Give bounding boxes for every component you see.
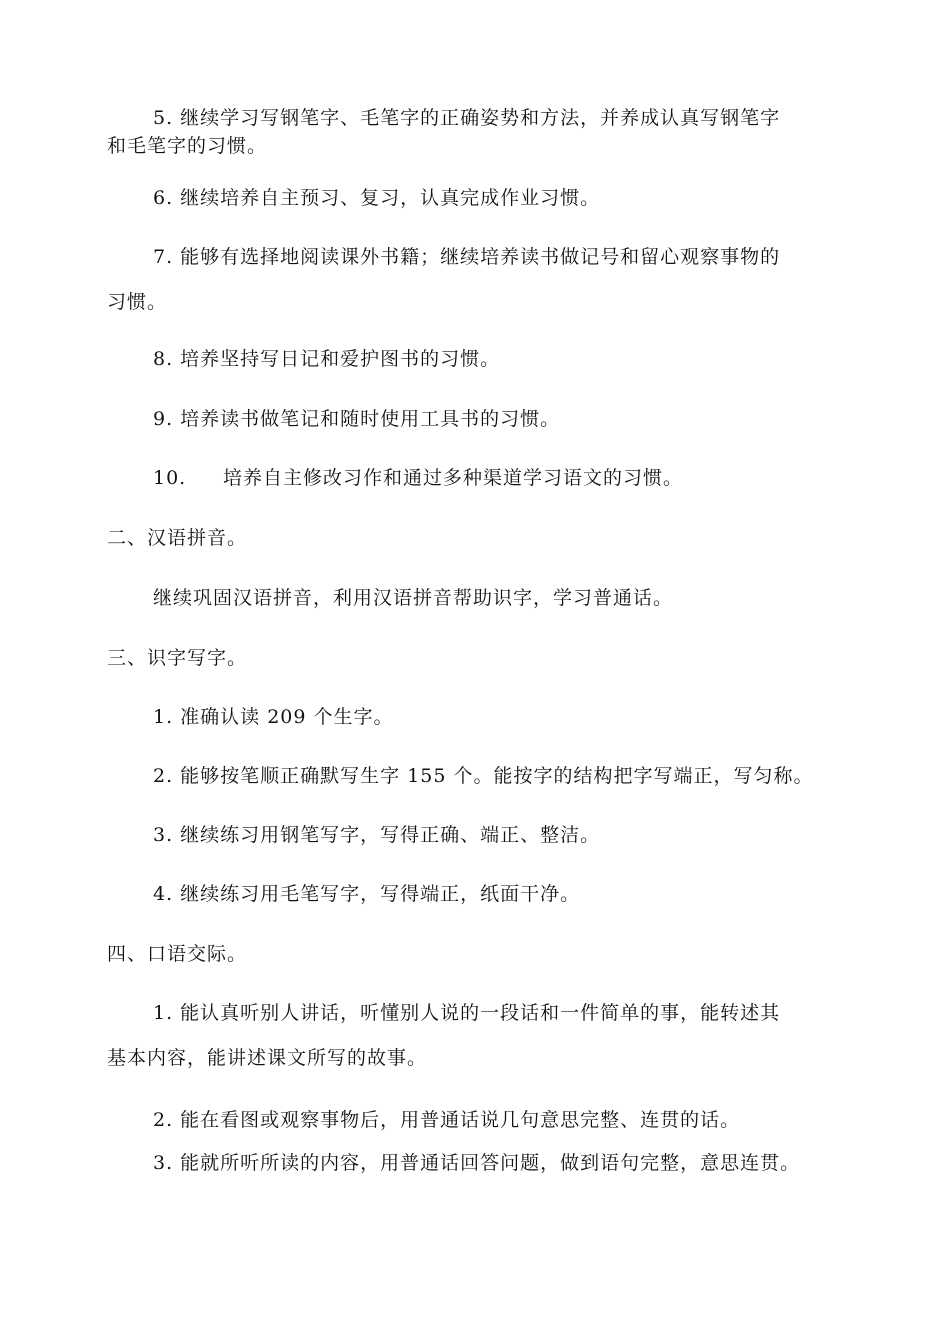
oral-item-2: 2. 能在看图或观察事物后，用普通话说几句意思完整、连贯的话。 xyxy=(153,1109,741,1131)
oral-item-3: 3. 能就所听所读的内容，用普通话回答问题，做到语句完整，意思连贯。 xyxy=(153,1152,801,1174)
oral-item-1-line-1: 1. 能认真听别人讲话，听懂别人说的一段话和一件简单的事，能转述其 xyxy=(153,1002,781,1024)
literacy-item-2: 2. 能够按笔顺正确默写生字 155 个。能按字的结构把字写端正，写匀称。 xyxy=(153,765,814,787)
item-7-line-2: 习惯。 xyxy=(107,291,168,313)
oral-item-1-line-2: 基本内容，能讲述课文所写的故事。 xyxy=(107,1047,428,1069)
literacy-item-1: 1. 准确认读 209 个生字。 xyxy=(153,706,394,728)
section-heading-pinyin: 二、汉语拼音。 xyxy=(107,527,248,549)
item-5-line-2: 和毛笔字的习惯。 xyxy=(107,135,268,157)
section-heading-literacy: 三、识字写字。 xyxy=(107,647,248,669)
item-10 xyxy=(153,464,683,492)
literacy-item-4: 4. 继续练习用毛笔写字，写得端正，纸面干净。 xyxy=(153,883,581,905)
item-6: 6. 继续培养自主预习、复习，认真完成作业习惯。 xyxy=(153,187,601,209)
item-8: 8. 培养坚持写日记和爱护图书的习惯。 xyxy=(153,348,501,370)
section-heading-oral: 四、口语交际。 xyxy=(107,943,248,965)
item-10-number: 10. xyxy=(153,467,187,489)
literacy-item-3: 3. 继续练习用钢笔写字，写得正确、端正、整洁。 xyxy=(153,824,601,846)
item-5-line-1: 5. 继续学习写钢笔字、毛笔字的正确姿势和方法，并养成认真写钢笔字 xyxy=(153,107,781,129)
item-9: 9. 培养读书做笔记和随时使用工具书的习惯。 xyxy=(153,408,561,430)
item-7-line-1: 7. 能够有选择地阅读课外书籍；继续培养读书做记号和留心观察事物的 xyxy=(153,246,781,268)
item-10-text: 培养自主修改习作和通过多种渠道学习语文的习惯。 xyxy=(223,467,684,489)
pinyin-paragraph: 继续巩固汉语拼音，利用汉语拼音帮助识字，学习普通话。 xyxy=(153,587,674,609)
